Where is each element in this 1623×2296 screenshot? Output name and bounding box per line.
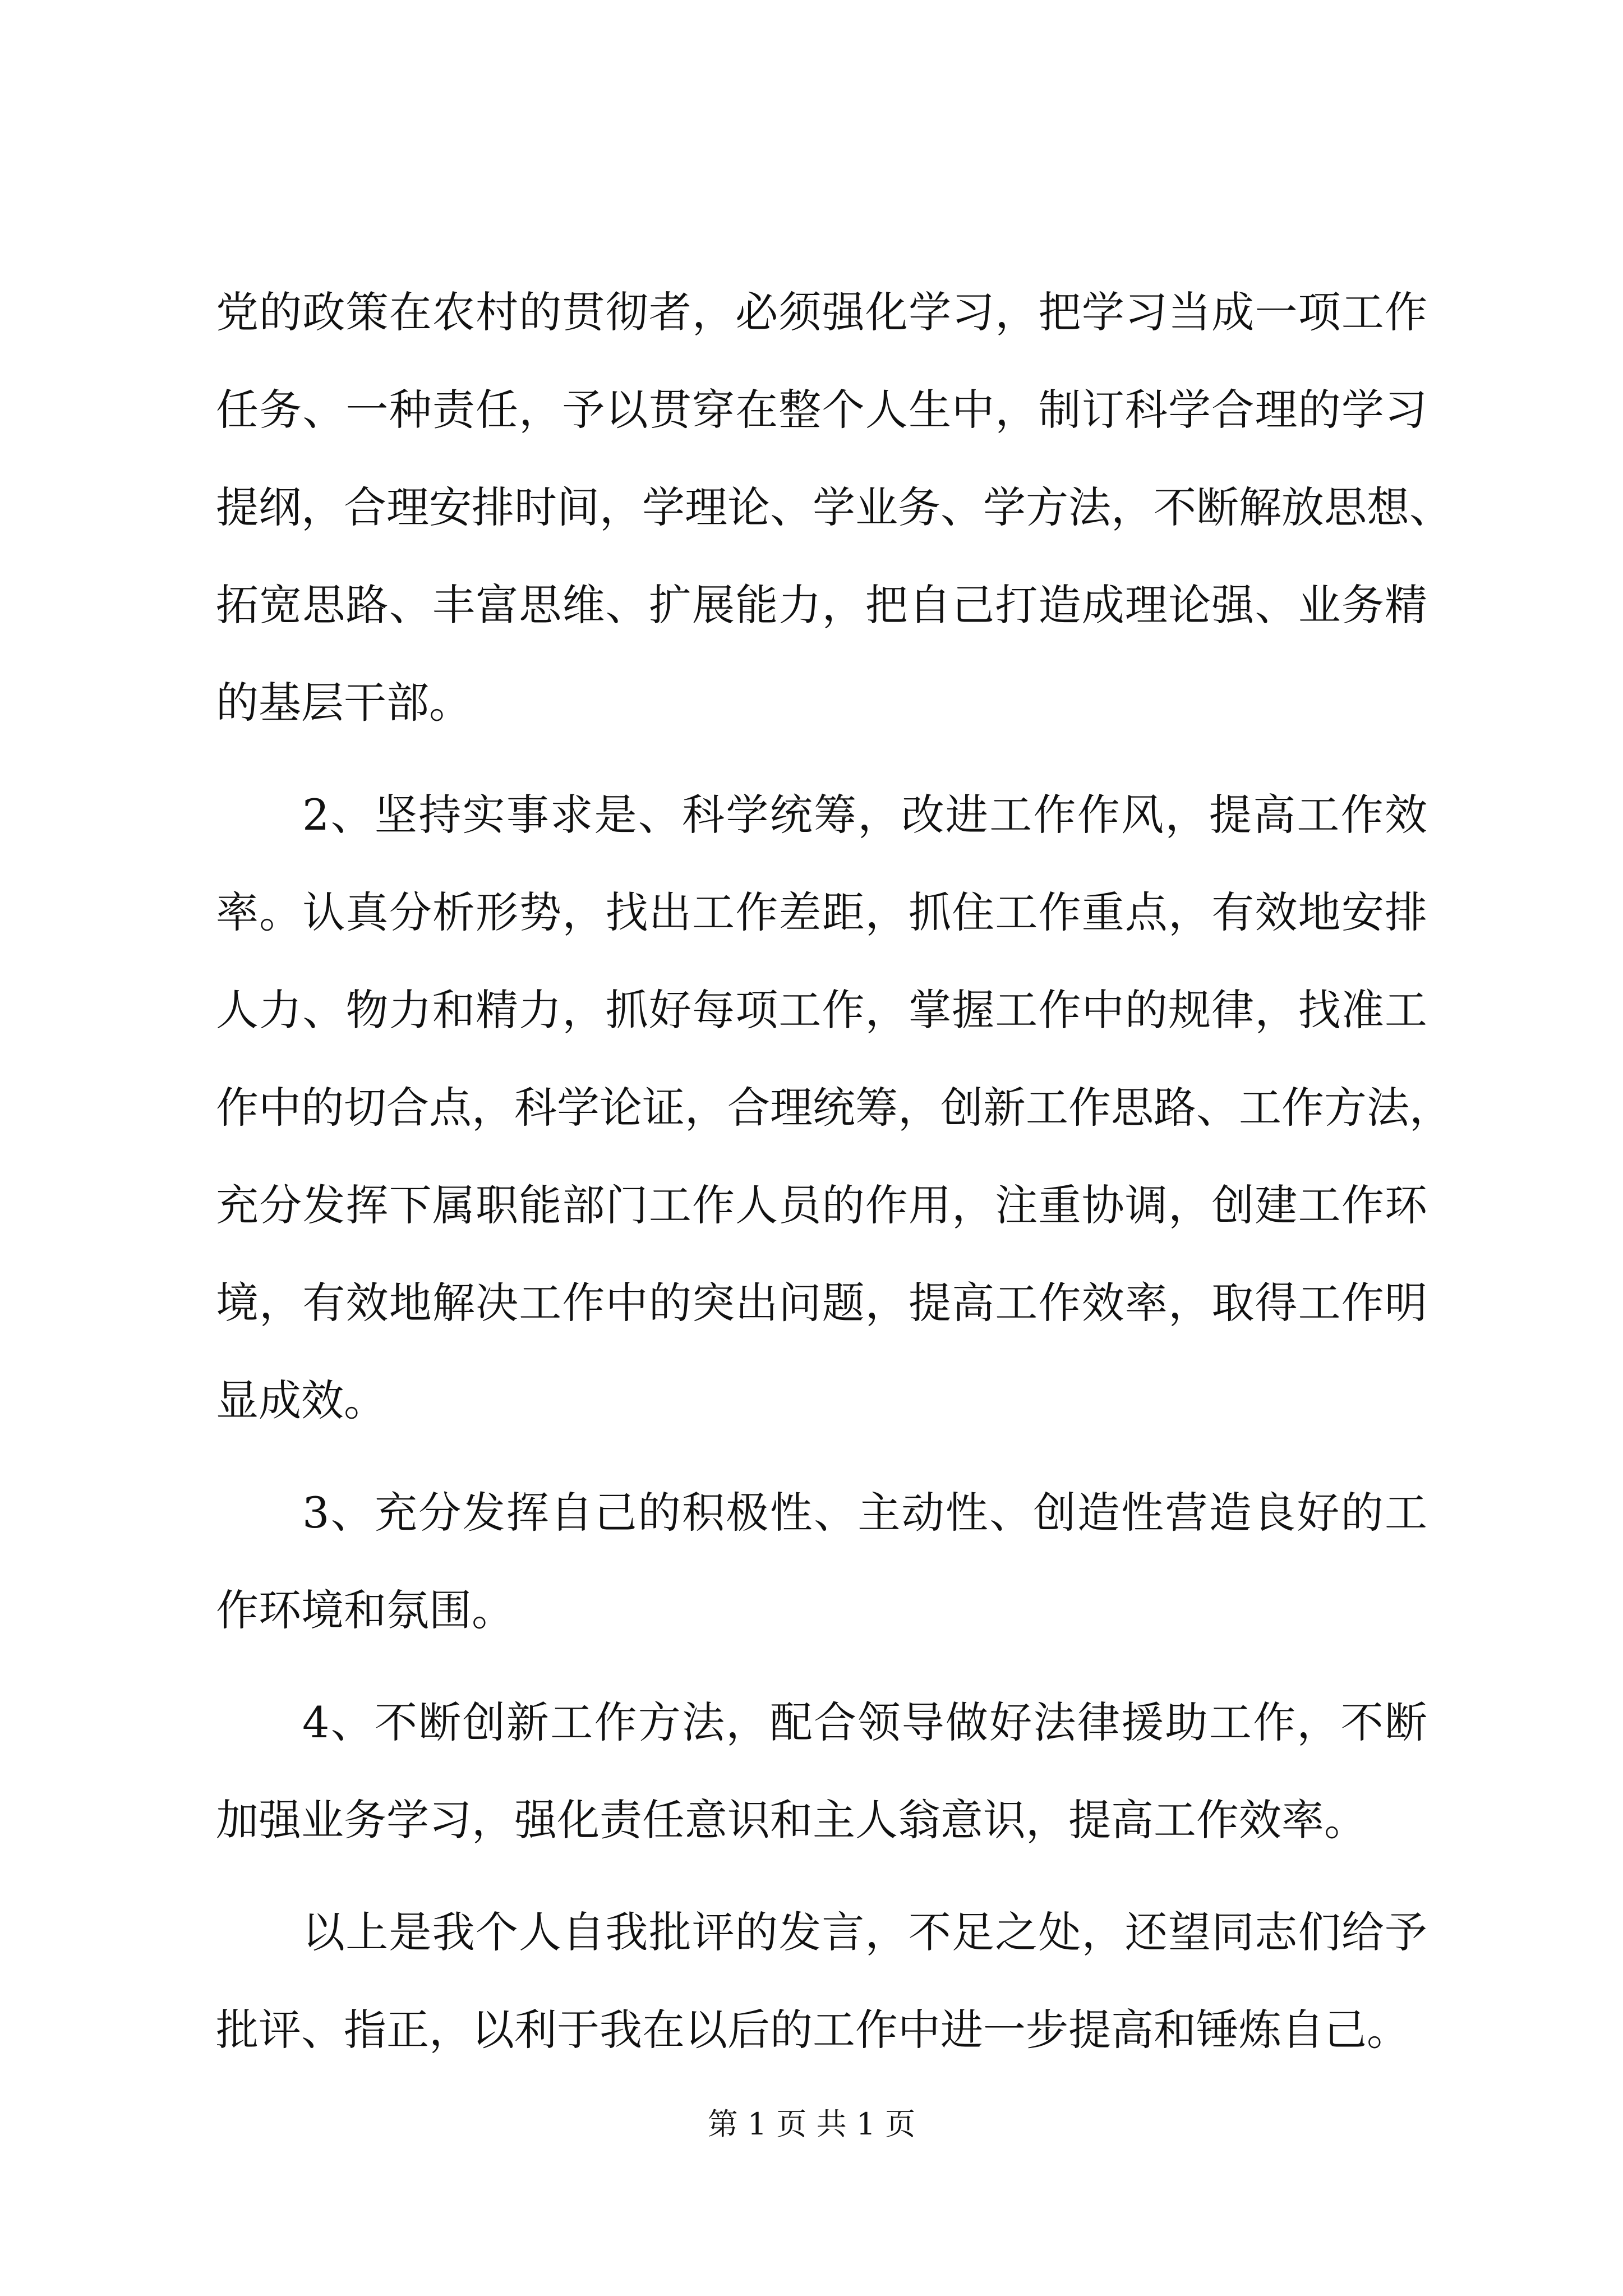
text-line: 作中的切合点，科学论证，合理统筹，创新工作思路、工作方法， <box>216 1083 1452 1133</box>
paragraph-gap <box>216 1450 1427 1464</box>
document-body <box>216 264 1452 2079</box>
text-line: 充分发挥下属职能部门工作人员的作用，注重协调，创建工作环 <box>216 1180 1427 1230</box>
paragraph <box>216 264 1452 752</box>
text-line: 的基层干部。 <box>216 678 472 728</box>
paragraph-gap <box>216 752 1427 766</box>
text-line: 作环境和氛围。 <box>216 1585 514 1635</box>
page-number-footer: 第 1 页 共 1 页 <box>707 2106 916 2142</box>
text-line: 任务、一种责任，予以贯穿在整个人生中，制订科学合理的学习 <box>216 385 1427 435</box>
text-line: 境，有效地解决工作中的突出问题，提高工作效率，取得工作明 <box>216 1278 1427 1328</box>
text-line: 显成效。 <box>216 1375 386 1425</box>
text-line: 2、坚持实事求是、科学统筹，改进工作作风，提高工作效 <box>302 790 1427 840</box>
text-line: 人力、物力和精力，抓好每项工作，掌握工作中的规律，找准工 <box>216 985 1427 1035</box>
paragraph <box>216 1884 1427 2079</box>
paragraph-gap <box>216 1869 1427 1884</box>
text-line: 率。认真分析形势，找出工作差距，抓住工作重点，有效地安排 <box>216 887 1427 937</box>
text-line: 4、不断创新工作方法，配合领导做好法律援助工作，不断 <box>302 1697 1427 1747</box>
text-line: 党的政策在农村的贯彻者，必须强化学习，把学习当成一项工作 <box>216 287 1427 337</box>
paragraph <box>216 1464 1427 1659</box>
paragraph <box>216 766 1452 1450</box>
text-line: 拓宽思路、丰富思维、扩展能力，把自己打造成理论强、业务精 <box>216 580 1427 630</box>
paragraph-gap <box>216 1659 1427 1674</box>
text-line: 提纲，合理安排时间，学理论、学业务、学方法，不断解放思想、 <box>216 482 1452 532</box>
text-line: 3、充分发挥自己的积极性、主动性、创造性营造良好的工 <box>302 1488 1427 1538</box>
text-line: 批评、指正，以利于我在以后的工作中进一步提高和锤炼自己。 <box>216 2005 1409 2055</box>
text-line: 以上是我个人自我批评的发言，不足之处，还望同志们给予 <box>302 1907 1427 1957</box>
paragraph <box>216 1674 1427 1869</box>
text-line: 加强业务学习，强化责任意识和主人翁意识，提高工作效率。 <box>216 1795 1367 1845</box>
